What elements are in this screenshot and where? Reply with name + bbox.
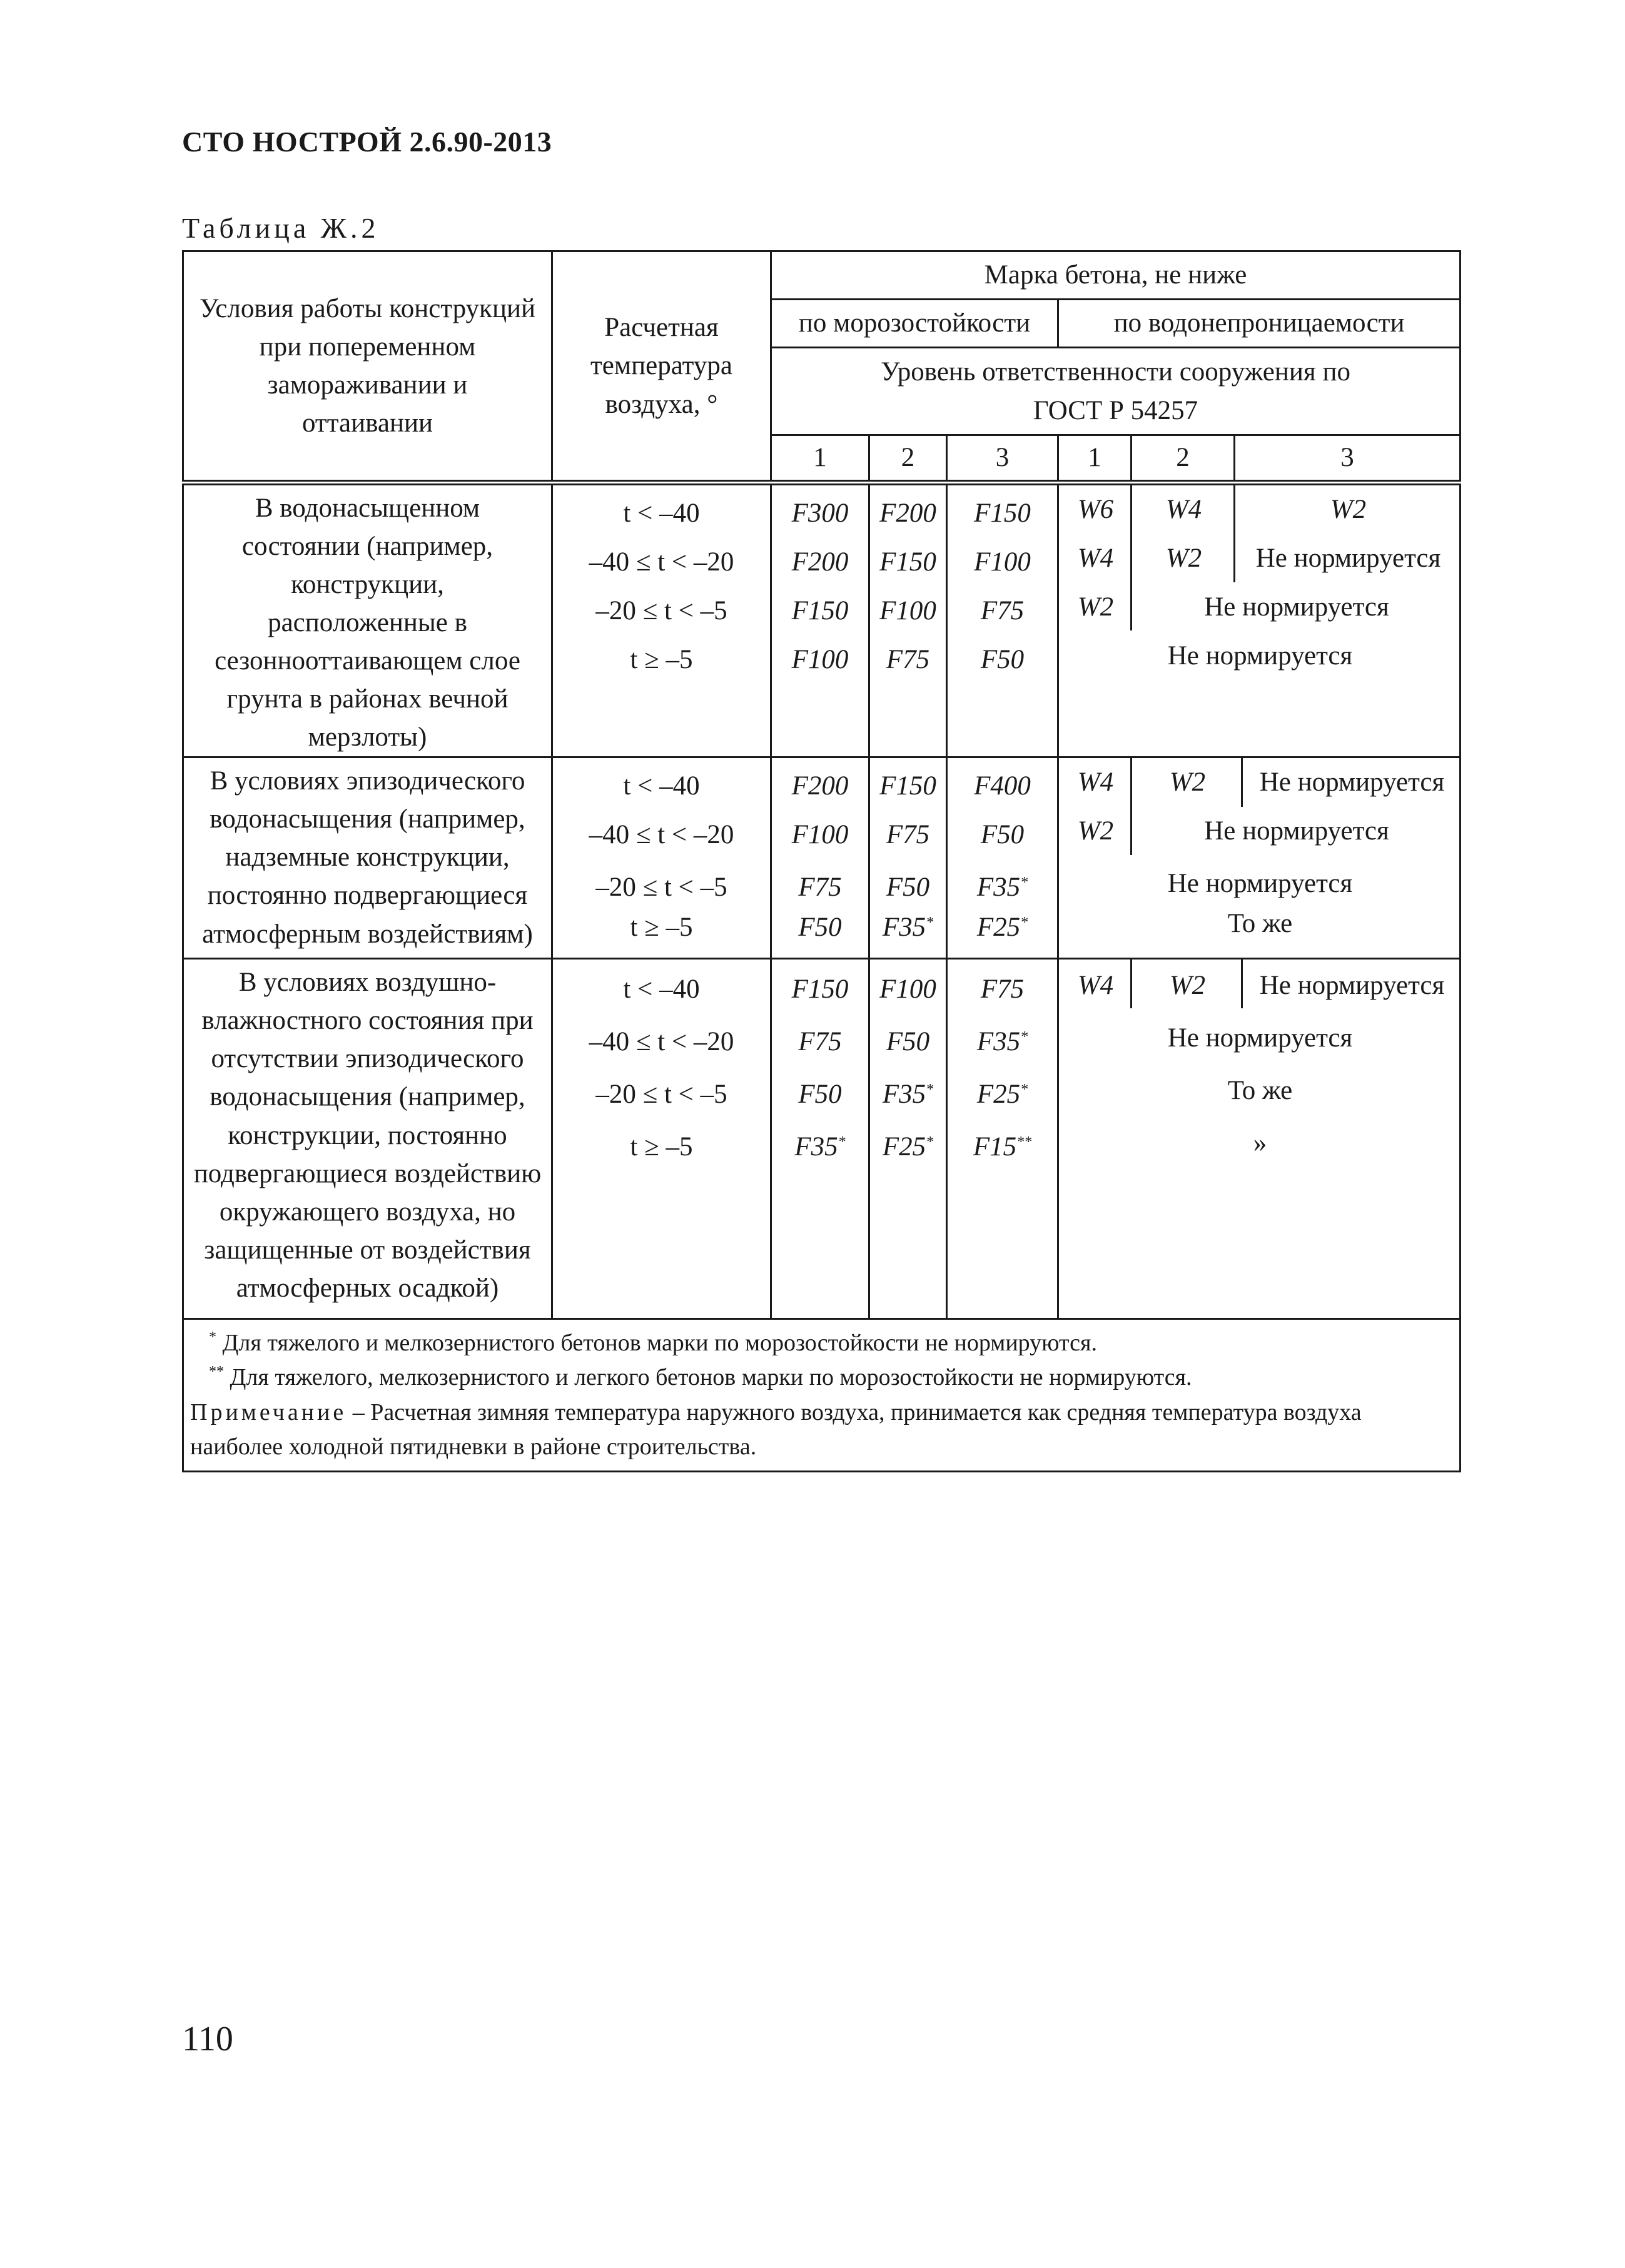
frost-level-3: F150 F100 F75 F50: [947, 483, 1058, 757]
water-l1: W4 W2: [1077, 767, 1114, 846]
header-conditions: Условия работы конструкций при попеременном замораживании и оттаивании: [183, 251, 552, 483]
footnote-2: ** Для тяжелого, мелкозернистого и легкого бетонов марки по морозостойкости не нормируются.: [209, 1364, 1192, 1391]
water-ditto: »: [1253, 1128, 1267, 1158]
frost-level-3: F75 F35* F25* F15**: [947, 959, 1058, 1319]
water-merged-all: Не нормируется: [1167, 641, 1353, 671]
temp-cell: t < –40 –40 ≤ t < –20 –20 ≤ t < –5 t ≥ –5: [552, 959, 771, 1319]
water-merged-2-3: Не нормируется: [1204, 592, 1389, 622]
water-block: [1058, 959, 1460, 1319]
temp-cell: t < –40 –40 ≤ t < –20 –20 ≤ t < –5 t ≥ –5: [552, 483, 771, 757]
header-level-num: 1: [771, 435, 869, 483]
frost-level-2: F200 F150 F100 F75: [869, 483, 947, 757]
header-temperature: Расчетная температура воздуха, °: [552, 251, 771, 483]
water-merged-2-3: Не нормируется: [1204, 816, 1389, 846]
water-l2: W2: [1169, 971, 1206, 1001]
table-caption: Таблица Ж.2: [182, 212, 380, 244]
condition-cell: В водонасыщенном состоянии (например, конструкции, расположенные в сезоннооттаивающем слое грунта в районах вечной мерзлоты): [183, 483, 552, 757]
water-l3: W2 Не нормируется: [1255, 495, 1441, 573]
header-grade: Марка бетона, не ниже: [771, 251, 1460, 300]
water-l3: Не нормируется: [1259, 971, 1445, 1001]
water-l2: W2: [1169, 767, 1206, 797]
condition-cell: В условиях эпизодического водонасыщения (например, надземные конструкции, постоянно подвергающиеся атмосферным воздействиям): [183, 757, 552, 959]
header-level-num: 2: [1131, 435, 1235, 483]
frost-level-2: F150 F75 F50 F35*: [869, 757, 947, 959]
frost-level-1: F150 F75 F50 F35*: [771, 959, 869, 1319]
table-notes: [183, 1319, 1460, 1471]
water-block: [1058, 757, 1460, 959]
condition-cell: В условиях воздушно-влажностного состояния при отсутствии эпизодического водонасыщения (например, конструкции, постоянно подвергающиеся воздействию окружающего воздуха, но защищенные от воздействия атмосферных осадкой): [183, 959, 552, 1319]
header-frost: по морозостойкости: [771, 300, 1058, 348]
water-l2: W4 W2: [1165, 495, 1202, 573]
footnote-1: * Для тяжелого и мелкозернистого бетонов марки по морозостойкости не нормируются.: [209, 1329, 1097, 1357]
header-level-num: 1: [1058, 435, 1131, 483]
water-l1: W6 W4 W2: [1077, 495, 1114, 622]
header-water: по водонепроницаемости: [1058, 300, 1460, 348]
header-level: Уровень ответственности сооружения по ГОСТ Р 54257: [771, 348, 1460, 435]
water-merged-all: Не нормируется: [1167, 1023, 1353, 1053]
water-l1: W4: [1077, 971, 1114, 1001]
concrete-grade-table: [182, 250, 1461, 1472]
header-level-num: 2: [869, 435, 947, 483]
header-level-num: 3: [1235, 435, 1460, 483]
frost-level-3: F400 F50 F35* F25*: [947, 757, 1058, 959]
page-number: 110: [182, 2020, 233, 2058]
water-merged-all: Не нормируется: [1167, 869, 1353, 899]
table-note: Примечание – Расчетная зимняя температура наружного воздуха, принимается как средняя температура воздуха наиболее холодной пятидневки в районе строительства.: [190, 1399, 1362, 1460]
water-l3: Не нормируется: [1259, 767, 1445, 797]
water-same: То же: [1227, 1076, 1293, 1106]
frost-level-1: F200 F100 F75 F50: [771, 757, 869, 959]
water-block: [1058, 483, 1460, 757]
frost-level-1: F300 F200 F150 F100: [771, 483, 869, 757]
frost-level-2: F100 F50 F35* F25*: [869, 959, 947, 1319]
water-same: То же: [1227, 909, 1293, 939]
temp-cell: t < –40 –40 ≤ t < –20 –20 ≤ t < –5 t ≥ –5: [552, 757, 771, 959]
document-header: СТО НОСТРОЙ 2.6.90-2013: [182, 126, 552, 158]
header-level-num: 3: [947, 435, 1058, 483]
